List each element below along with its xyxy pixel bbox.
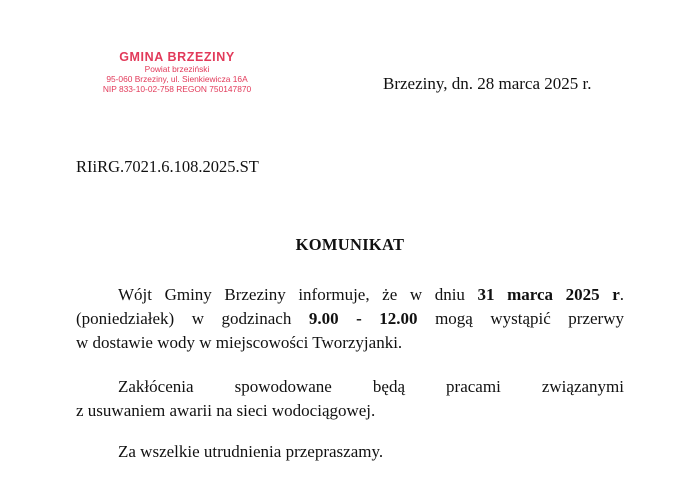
stamp-county: Powiat brzeziński: [144, 63, 210, 74]
paragraph-line: [76, 307, 624, 331]
text-segment: .: [619, 285, 624, 304]
stamp-address: 95-060 Brzeziny, ul. Sienkiewicza 16A: [106, 73, 248, 84]
outage-hours: 9.00 - 12.00: [308, 309, 418, 328]
stamp-name: GMINA BRZEZINY: [119, 50, 235, 64]
municipality-stamp: [92, 50, 262, 94]
text-segment: Wójt Gminy Brzeziny informuje, że w dniu: [118, 285, 478, 304]
paragraph-line: Zakłócenia spowodowane będą pracami związanymi: [118, 377, 624, 396]
document-date: Brzeziny, dn. 28 marca 2025 r.: [383, 74, 592, 93]
stamp-tax-ids: NIP 833-10-02-758 REGON 750147870: [102, 83, 252, 94]
reason-paragraph: [76, 375, 624, 423]
text-segment: (poniedziałek) w godzinach: [76, 309, 309, 328]
text-segment: mogą wystąpić przerwy: [417, 309, 624, 328]
paragraph-line: [76, 283, 624, 307]
announcement-paragraph: [76, 283, 624, 355]
paragraph-line: w dostawie wody w miejscowości Tworzyjanki.: [76, 333, 403, 352]
document-title: KOMUNIKAT: [295, 235, 405, 254]
reference-number: RIiRG.7021.6.108.2025.ST: [76, 157, 259, 176]
apology-paragraph: Za wszelkie utrudnienia przepraszamy.: [118, 442, 384, 461]
outage-date: 31 marca 2025 r: [477, 285, 620, 304]
paragraph-line: z usuwaniem awarii na sieci wodociągowej.: [76, 401, 376, 420]
